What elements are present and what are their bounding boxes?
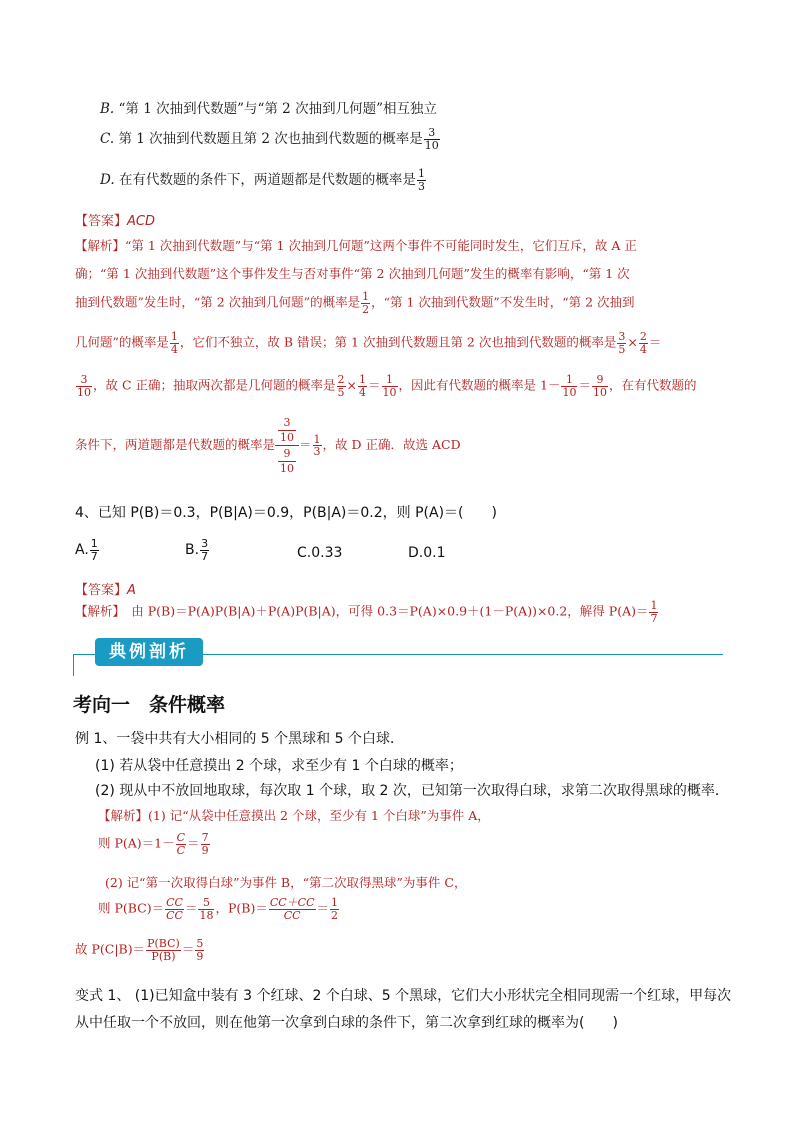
fraction: $\frac{1}{3}$ [417,167,425,193]
example-1-stem: 例 1、一袋中共有大小相同的 5 个黑球和 5 个白球． [75,731,404,747]
q3-explanation-line-5: $\frac{3}{10}$ ，故 C 正确；抽取两次都是几何题的概率是 $\frac{2}{5}$ × $\frac{1}{4}$ ＝ $\frac{1}{10}$ ，因此有代数题的概率是 1－ $\frac{1}{10}$ ＝ $\frac{9}{10}$ ，在有代数题的 [77,373,697,399]
example-1-part-2: (2) 现从中不放回地取球，每次取 1 个球，取 2 次，已知第一次取得白球，求第二次取得黑球的概率． [95,783,729,799]
variant-1-line-1: 变式 1、 (1)已知盒中装有 3 个红球、2 个白球、5 个黑球，它们大小形状完全相同现需一个红球，甲每次 [75,988,732,1004]
option-text: 第 1 次抽到代数题且第 2 次也抽到代数题的概率是 [118,131,423,147]
q4-stem: 4、已知 P(B)＝0.3，P(B|A)＝0.9，P(B|A)＝0.2，则 P(A)＝( ) [75,505,497,521]
example-1-pa: 则 P(A)＝1－ $\frac{C}{C}$ ＝ $\frac{7}{9}$ [98,831,209,857]
q4-option-a: A. $\frac{1}{7}$ [75,537,98,563]
variant-1-line-2: 从中任取一个不放回，则在他第一次拿到白球的条件下，第二次拿到红球的概率为( ) [75,1015,618,1031]
option-text: 在有代数题的条件下，两道题都是代数题的概率是 [118,172,416,188]
answer-value: ACD [127,214,155,229]
option-b [100,97,437,117]
example-1-solution-2: (2) 记“第一次取得白球”为事件 B，“第二次取得黑球”为事件 C， [105,875,467,890]
option-letter: D. [100,172,115,188]
option-letter: B. [100,101,115,117]
example-1-solution-1: 【解析】(1) 记“从袋中任意摸出 2 个球，至少有 1 个白球”为事件 A， [98,808,490,823]
banner-rule-left [73,654,74,676]
q3-answer [75,210,155,229]
option-c [100,127,441,152]
section-banner [73,638,723,668]
banner-label: 典例剖析 [95,638,203,666]
q3-explanation-line-4: 几何题”的概率是 $\frac{1}{4}$ ，它们不独立，故 B 错误；第 1 次抽到代数题且第 2 次也抽到代数题的概率是 $\frac{3}{5}$ × $\frac{2}{4}$ ＝ [75,330,662,356]
option-d [100,168,427,193]
q4-answer: 【答案】A [75,583,136,598]
q4-option-c: C.0.33 [297,545,343,561]
q4-explanation: 【解析】 由 P(B)＝P(A)P(B|A)＋P(A)P(B|A)，可得 0.3＝P(A)×0.9＋(1－P(A))×0.2，解得 P(A)＝ $\frac{1}{7}$ [75,599,658,625]
example-1-pcb: 故 P(C|B)＝ $\frac{P(BC)}{P(B)}$ ＝ $\frac{5}{9}$ [75,937,204,963]
q3-explanation-line-2: 确；“第 1 次抽到代数题”这个事件发生与否对事件“第 2 次抽到几何题”发生的概率有影响，“第 1 次 [75,266,630,281]
q3-explanation-line-3: 抽到代数题”发生时，“第 2 次抽到几何题”的概率是 $\frac{1}{2}$ ，“第 1 次抽到代数题”不发生时，“第 2 次抽到 [75,290,635,316]
answer-label: 【答案】 [75,214,128,229]
section-heading: 考向一 条件概率 [73,694,226,716]
example-1-pbc: 则 P(BC)＝ $\frac{CC}{CC}$ ＝ $\frac{5}{18}$ ，P(B)＝ $\frac{CC+CC}{CC}$ ＝ $\frac{1}{2}$ [98,896,339,922]
q4-option-b: B. $\frac{3}{7}$ [185,537,209,563]
option-text: “第 1 次抽到代数题”与“第 2 次抽到几何题”相互独立 [118,101,437,117]
example-1-part-1: (1) 若从袋中任意摸出 2 个球，求至少有 1 个白球的概率； [95,758,463,774]
q3-explanation-line-6: 条件下，两道题都是代数题的概率是 $\frac{\frac{3}{10}}{\frac{9}{10}}$ ＝ $\frac{1}{3}$ ，故 D 正确．故选 ACD [75,416,461,475]
fraction: $\frac{3}{10}$ [424,126,439,152]
q3-explanation-line-1: 【解析】“第 1 次抽到代数题”与“第 1 次抽到几何题”这两个事件不可能同时发生，它们互斥，故 A 正 [75,238,637,253]
q4-option-d: D.0.1 [408,545,446,561]
option-letter: C. [100,131,115,147]
compound-fraction: $\frac{\frac{3}{10}}{\frac{9}{10}}$ [275,415,299,476]
